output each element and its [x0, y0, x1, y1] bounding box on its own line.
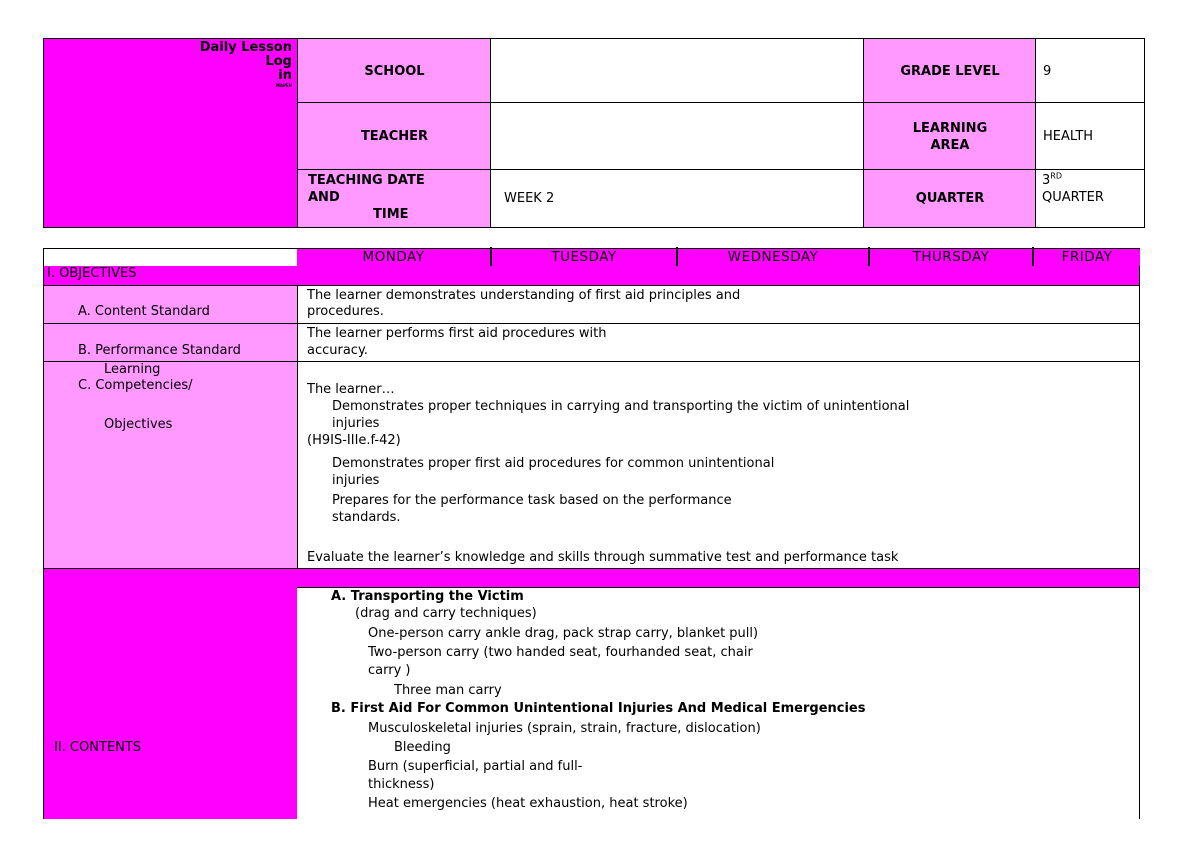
objectives-heading-row [43, 266, 1140, 286]
competencies-label-line-1: Learning [104, 362, 161, 377]
contents-line-10: Burn (superficial, partial and full- [368, 759, 583, 774]
performance-standard-line-2: accuracy. [307, 343, 368, 358]
day-tuesday: TUESDAY [492, 247, 678, 266]
teacher-label-text: TEACHER [360, 129, 429, 144]
teaching-date-value: WEEK 2 [504, 191, 555, 206]
quarter-label-text: QUARTER [915, 191, 985, 206]
learning-area-label-line-2: AREA [930, 137, 970, 153]
title-cell [43, 38, 299, 228]
competency-line-3: injuries [332, 416, 380, 431]
teaching-date-label-line-1: TEACHING DATE [308, 173, 425, 188]
competency-line-2: Demonstrates proper techniques in carrying and transporting the victim of unintentional [332, 399, 910, 414]
competencies-cell [297, 362, 1140, 569]
learning-area-value: HEALTH [1043, 129, 1094, 144]
teaching-date-label-line-3: TIME [373, 207, 409, 222]
contents-line-8: Musculoskeletal injuries (sprain, strain, fracture, dislocation) [368, 721, 761, 736]
teacher-label [297, 102, 492, 171]
content-standard-label-cell [43, 286, 299, 324]
performance-standard-label-cell [43, 324, 299, 362]
title-tiny: MAPEH [275, 83, 292, 88]
grade-level-field[interactable] [1035, 38, 1145, 104]
performance-standard-cell [297, 324, 1140, 362]
competencies-label-line-2: C. Competencies/ [78, 378, 193, 393]
day-header-blank [43, 248, 299, 267]
contents-line-5: carry ) [368, 663, 411, 678]
teaching-date-label-line-2: AND [308, 190, 340, 205]
contents-label-cell [43, 569, 299, 819]
contents-cell [297, 588, 1140, 819]
quarter-value-number [1042, 172, 1144, 189]
day-wednesday: WEDNESDAY [678, 247, 870, 266]
school-label [297, 38, 492, 104]
teaching-date-field[interactable] [490, 169, 865, 228]
contents-line-1: A. Transporting the Victim [331, 589, 524, 604]
competencies-label-cell [43, 362, 299, 569]
contents-line-3: One-person carry ankle drag, pack strap carry, blanket pull) [368, 626, 759, 641]
contents-line-7: B. First Aid For Common Unintentional Injuries And Medical Emergencies [331, 701, 866, 716]
objectives-heading: I. OBJECTIVES [47, 266, 137, 281]
learning-area-label-line-1: LEARNING [912, 120, 988, 136]
teacher-field[interactable] [490, 102, 865, 171]
day-thursday: THURSDAY [870, 247, 1034, 266]
content-standard-line-1: The learner demonstrates understanding of first aid principles and [307, 288, 741, 303]
competencies-label-line-3: Objectives [104, 417, 173, 432]
title-line-1: Daily Lesson [199, 40, 292, 55]
content-standard-cell [297, 286, 1140, 324]
performance-standard-label: B. Performance Standard [78, 343, 241, 358]
competency-line-9: Evaluate the learner’s knowledge and skills through summative test and performance task [307, 550, 899, 565]
grade-level-label [863, 38, 1037, 104]
competency-line-8: standards. [332, 510, 401, 525]
grade-level-value: 9 [1043, 63, 1052, 79]
competency-line-1: The learner… [307, 382, 395, 397]
school-label-text: SCHOOL [364, 63, 425, 79]
contents-line-9: Bleeding [394, 740, 451, 755]
competency-line-4: (H9IS-IIIe.f-42) [307, 433, 401, 448]
learning-area-field[interactable] [1035, 102, 1145, 171]
contents-heading: II. CONTENTS [54, 740, 142, 755]
contents-line-12: Heat emergencies (heat exhaustion, heat stroke) [368, 796, 688, 811]
content-standard-label: A. Content Standard [78, 304, 210, 319]
contents-line-6: Three man carry [394, 683, 502, 698]
contents-day-strip [297, 569, 1140, 588]
learning-area-label [863, 102, 1037, 171]
day-monday: MONDAY [297, 247, 492, 266]
title-line-3: in [278, 68, 292, 83]
contents-line-2: (drag and carry techniques) [355, 606, 537, 621]
performance-standard-line-1: The learner performs first aid procedures with [307, 326, 607, 341]
teaching-date-label [297, 169, 492, 228]
competency-line-5: Demonstrates proper first aid procedures for common unintentional [332, 456, 775, 471]
quarter-value-word: QUARTER [1042, 190, 1104, 205]
quarter-field[interactable] [1035, 169, 1145, 228]
school-field[interactable] [490, 38, 865, 104]
day-friday: FRIDAY [1061, 248, 1113, 265]
quarter-suffix: RD [1050, 171, 1062, 181]
contents-line-11: thickness) [368, 777, 435, 792]
competency-line-7: Prepares for the performance task based on the performance [332, 493, 732, 508]
quarter-number: 3 [1042, 173, 1051, 188]
content-standard-line-2: procedures. [307, 304, 384, 319]
grade-level-label-text: GRADE LEVEL [900, 63, 1000, 79]
title-line-2: Log [265, 54, 292, 69]
quarter-label [863, 169, 1037, 228]
competency-line-6: injuries [332, 473, 380, 488]
title-text [44, 39, 298, 88]
contents-line-4: Two-person carry (two handed seat, fourhanded seat, chair [368, 645, 753, 660]
